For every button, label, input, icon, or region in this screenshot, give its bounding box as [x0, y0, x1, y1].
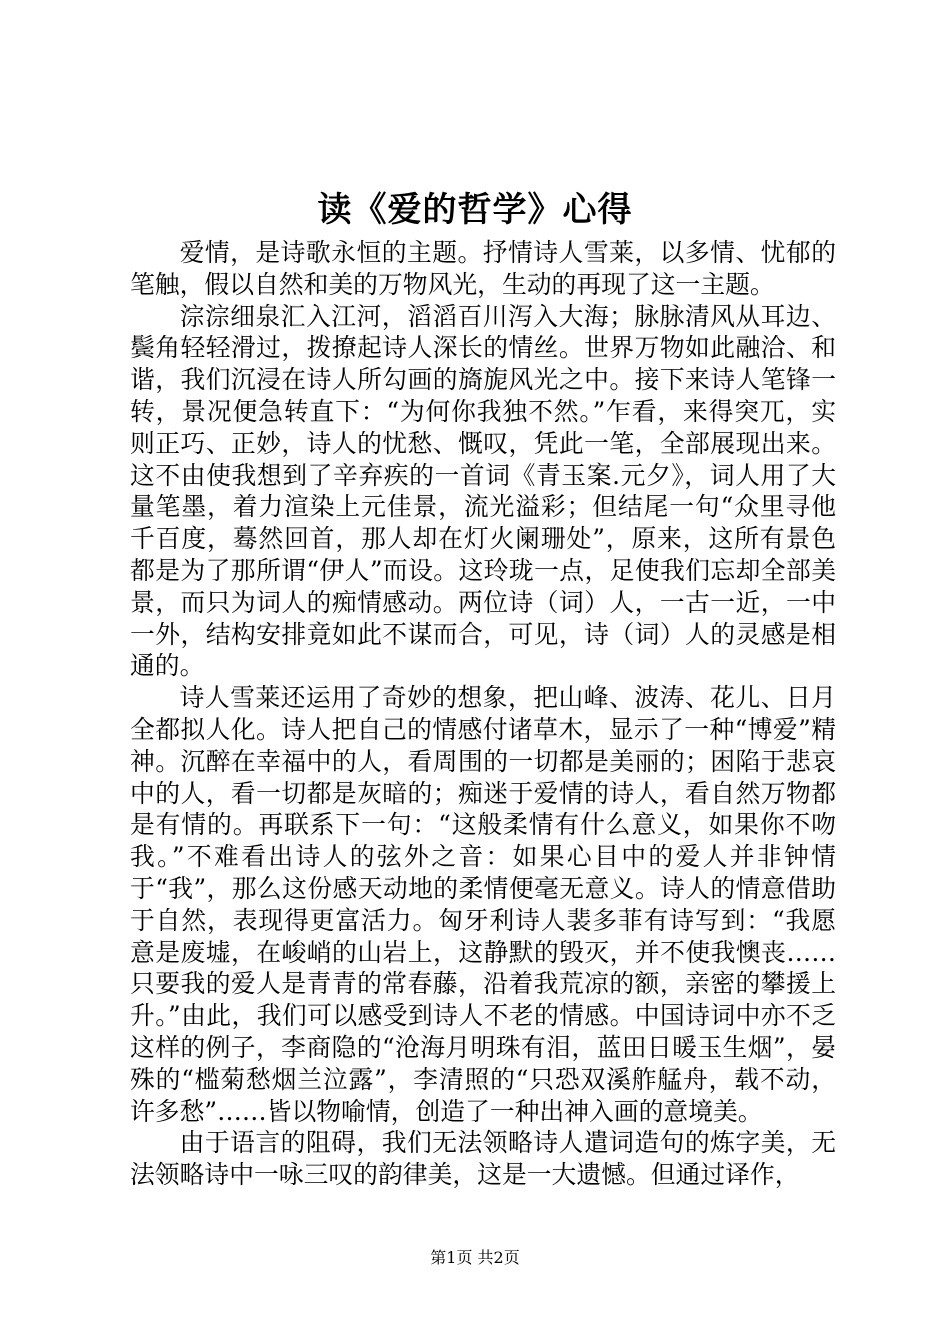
document-body — [130, 237, 836, 1191]
paragraph-1: 爱情，是诗歌永恒的主题。抒情诗人雪莱，以多情、忧郁的笔触，假以自然和美的万物风光，生动的再现了这一主题。 — [130, 238, 836, 299]
paragraph-2: 淙淙细泉汇入江河，滔滔百川泻入大海；脉脉清风从耳边、鬓角轻轻滑过，拨撩起诗人深长的情丝。世界万物如此融洽、和谐，我们沉浸在诗人所勾画的旖旎风光之中。接下来诗人笔锋一转，景况便急转直下：“为何你我独不然。”乍看，来得突兀，实则正巧、正妙，诗人的忧愁、慨叹，凭此一笔，全部展现出来。这不由使我想到了辛弃疾的一首词《青玉案.元夕》，词人用了大量笔墨，着力渲染上元佳景，流光溢彩；但结尾一句“众里寻他千百度，蓦然回首，那人却在灯火阑珊处”，原来，这所有景色都是为了那所谓“伊人”而设。这玲珑一点，足使我们忘却全部美景，而只为词人的痴情感动。两位诗（词）人，一古一近，一中一外，结构安排竟如此不谋而合，可见，诗（词）人的灵感是相通的。 — [130, 301, 836, 681]
document-title: 读《爱的哲学》心得 — [317, 190, 633, 230]
paragraph-3: 诗人雪莱还运用了奇妙的想象，把山峰、波涛、花儿、日月全都拟人化。诗人把自己的情感付诸草木，显示了一种“博爱”精神。沉醉在幸福中的人，看周围的一切都是美丽的；困陷于悲哀中的人，看一切都是灰暗的；痴迷于爱情的诗人，看自然万物都是有情的。再联系下一句：“这般柔情有什么意义，如果你不吻我。”不难看出诗人的弦外之音：如果心目中的爱人并非钟情于“我”，那么这份感天动地的柔情便毫无意义。诗人的情意借助于自然，表现得更富活力。匈牙利诗人裴多菲有诗写到：“我愿意是废墟，在峻峭的山岩上，这静默的毁灭，并不使我懊丧……只要我的爱人是青青的常春藤，沿着我荒凉的额，亲密的攀援上升。”由此，我们可以感受到诗人不老的情感。中国诗词中亦不乏这样的例子，李商隐的“沧海月明珠有泪，蓝田日暖玉生烟”，晏殊的“槛菊愁烟兰泣露”，李清照的“只恐双溪舴艋舟，载不动，许多愁”……皆以物喻情，创造了一种出神入画的意境美。 — [130, 683, 836, 1126]
paragraph-4: 由于语言的阻碍，我们无法领略诗人遣词造句的炼字美，无法领略诗中一咏三叹的韵律美，这是一大遗憾。但通过译作， — [130, 1128, 836, 1190]
page-number-footer: 第1页 共2页 — [430, 1248, 520, 1267]
